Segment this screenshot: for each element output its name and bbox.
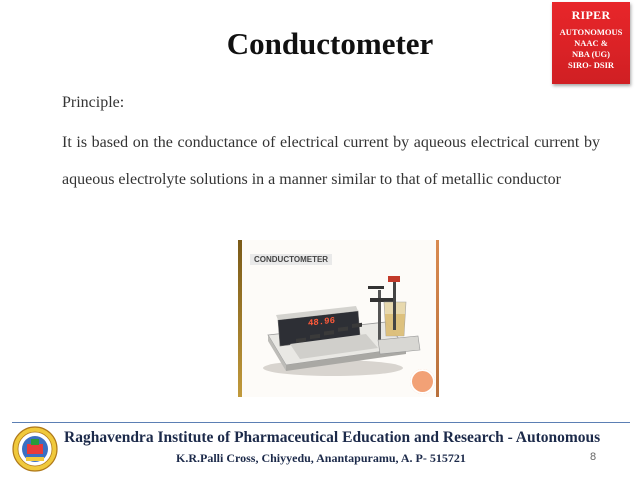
badge-line: AUTONOMOUS [559, 27, 623, 37]
badge-line: NBA (UG) [571, 49, 610, 59]
page-number: 8 [590, 451, 597, 463]
conductometer-image [238, 240, 439, 397]
badge-line: NAAC & [574, 38, 608, 48]
footer-institute-name: Raghavendra Institute of Pharmaceutical Education and Research - Autonomous [64, 429, 601, 446]
principle-heading: Principle: [62, 94, 125, 111]
footer-divider [12, 422, 630, 423]
display-reading: 48.96 [308, 314, 335, 329]
display-reading-layer [238, 240, 439, 397]
slide-title: Conductometer [226, 26, 434, 61]
institute-logo-icon [12, 426, 58, 472]
badge-line: SIRO- DSIR [567, 60, 615, 70]
image-caption: CONDUCTOMETER [250, 254, 332, 265]
principle-text: It is based on the conductance of electrical current by aqueous electrical current by aqueous electrolyte solutions in a manner similar to that of metallic conductor [62, 134, 600, 188]
institution-badge [552, 2, 630, 84]
decorative-orange-circle [410, 369, 435, 394]
footer-address: K.R.Palli Cross, Chiyyedu, Anantapuramu, A. P- 515721 [176, 451, 466, 465]
badge-name: RIPER [571, 8, 611, 22]
